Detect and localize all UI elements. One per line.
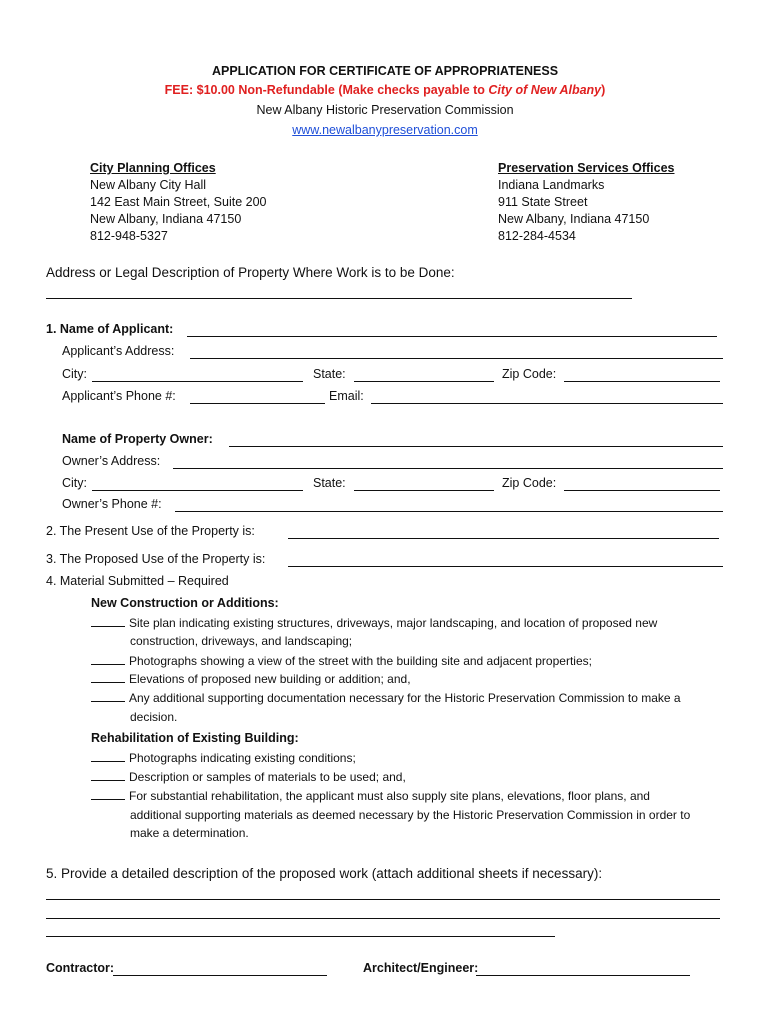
owner-zip-field[interactable] bbox=[564, 490, 720, 491]
applicant-city-label: City: bbox=[62, 367, 87, 381]
fee-notice bbox=[0, 83, 770, 97]
present-use-label: 2. The Present Use of the Property is: bbox=[46, 524, 255, 538]
checklist-item[interactable] bbox=[91, 654, 592, 668]
office-heading: Preservation Services Offices bbox=[498, 161, 675, 175]
proposed-use-label: 3. The Proposed Use of the Property is: bbox=[46, 552, 266, 566]
owner-zip-label: Zip Code: bbox=[502, 476, 557, 490]
owner-name-field[interactable] bbox=[229, 446, 723, 447]
new-construction-heading: New Construction or Additions: bbox=[91, 596, 279, 610]
architect-field[interactable] bbox=[476, 975, 690, 976]
checklist-item[interactable] bbox=[91, 691, 681, 705]
owner-state-label: State: bbox=[313, 476, 346, 490]
proposed-use-field[interactable] bbox=[288, 566, 723, 567]
owner-city-field[interactable] bbox=[92, 490, 303, 491]
applicant-address-label: Applicant’s Address: bbox=[62, 344, 175, 358]
checklist-item-text: Photographs showing a view of the street with the building site and adjacent properties; bbox=[129, 654, 592, 668]
owner-phone-field[interactable] bbox=[175, 511, 723, 512]
checklist-blank[interactable] bbox=[91, 798, 125, 800]
applicant-email-field[interactable] bbox=[371, 403, 723, 404]
description-line-3[interactable] bbox=[46, 936, 555, 937]
checklist-item-text: Photographs indicating existing conditions; bbox=[129, 751, 356, 765]
rehabilitation-heading: Rehabilitation of Existing Building: bbox=[91, 731, 299, 745]
office-line: 911 State Street bbox=[498, 195, 588, 209]
checklist-item[interactable] bbox=[91, 789, 650, 803]
website-link[interactable]: www.newalbanypreservation.com bbox=[292, 123, 478, 137]
owner-name-label: Name of Property Owner: bbox=[62, 432, 213, 446]
checklist-item-text: Elevations of proposed new building or addition; and, bbox=[129, 672, 411, 686]
material-submitted-label: 4. Material Submitted – Required bbox=[46, 574, 229, 588]
checklist-item-text: Description or samples of materials to be used; and, bbox=[129, 770, 406, 784]
checklist-blank[interactable] bbox=[91, 681, 125, 683]
checklist-blank[interactable] bbox=[91, 625, 125, 627]
checklist-item[interactable] bbox=[91, 770, 406, 784]
office-heading: City Planning Offices bbox=[90, 161, 216, 175]
checklist-item-text: Any additional supporting documentation necessary for the Historic Preservation Commission to make a bbox=[129, 691, 681, 705]
fee-suffix: ) bbox=[601, 83, 606, 97]
commission-name: New Albany Historic Preservation Commission bbox=[256, 103, 514, 117]
address-field[interactable] bbox=[46, 298, 632, 299]
checklist-item-continuation: make a determination. bbox=[130, 826, 249, 840]
office-line: 142 East Main Street, Suite 200 bbox=[90, 195, 267, 209]
office-line: 812-284-4534 bbox=[498, 229, 576, 243]
owner-phone-label: Owner’s Phone #: bbox=[62, 497, 162, 511]
owner-address-label: Owner’s Address: bbox=[62, 454, 161, 468]
checklist-blank[interactable] bbox=[91, 663, 125, 665]
preservation-services-offices bbox=[498, 160, 675, 245]
applicant-zip-label: Zip Code: bbox=[502, 367, 557, 381]
office-line: Indiana Landmarks bbox=[498, 178, 605, 192]
office-line: New Albany, Indiana 47150 bbox=[498, 212, 650, 226]
fee-prefix: FEE: $10.00 Non-Refundable (Make checks payable to bbox=[164, 83, 489, 97]
applicant-name-field[interactable] bbox=[187, 336, 717, 337]
applicant-email-label: Email: bbox=[329, 389, 364, 403]
checklist-item-continuation: additional supporting materials as deemed necessary by the Historic Preservation Commission in order to bbox=[130, 808, 691, 822]
checklist-blank[interactable] bbox=[91, 760, 125, 762]
checklist-item-continuation: decision. bbox=[130, 710, 178, 724]
city-planning-offices bbox=[90, 160, 267, 245]
checklist-item[interactable] bbox=[91, 751, 356, 765]
checklist-blank[interactable] bbox=[91, 700, 125, 702]
checklist-blank[interactable] bbox=[91, 779, 125, 781]
description-line-1[interactable] bbox=[46, 899, 720, 900]
applicant-address-field[interactable] bbox=[190, 358, 723, 359]
owner-state-field[interactable] bbox=[354, 490, 494, 491]
owner-address-field[interactable] bbox=[173, 468, 723, 469]
checklist-item[interactable] bbox=[91, 672, 411, 686]
checklist-item-text: For substantial rehabilitation, the applicant must also supply site plans, elevations, floor plans, and bbox=[129, 789, 650, 803]
fee-payee: City of New Albany bbox=[488, 83, 602, 97]
checklist-item[interactable] bbox=[91, 616, 657, 630]
description-line-2[interactable] bbox=[46, 918, 720, 919]
applicant-name-label: 1. Name of Applicant: bbox=[46, 322, 174, 336]
applicant-state-label: State: bbox=[313, 367, 346, 381]
description-label: 5. Provide a detailed description of the proposed work (attach additional sheets if necessary): bbox=[46, 866, 603, 881]
address-label: Address or Legal Description of Property Where Work is to be Done: bbox=[46, 265, 455, 280]
applicant-zip-field[interactable] bbox=[564, 381, 720, 382]
contractor-field[interactable] bbox=[113, 975, 327, 976]
applicant-phone-label: Applicant’s Phone #: bbox=[62, 389, 176, 403]
applicant-state-field[interactable] bbox=[354, 381, 494, 382]
applicant-phone-field[interactable] bbox=[190, 403, 325, 404]
present-use-field[interactable] bbox=[288, 538, 719, 539]
office-line: New Albany City Hall bbox=[90, 178, 207, 192]
office-line: 812-948-5327 bbox=[90, 229, 168, 243]
architect-label: Architect/Engineer: bbox=[363, 961, 479, 975]
office-line: New Albany, Indiana 47150 bbox=[90, 212, 242, 226]
checklist-item-continuation: construction, driveways, and landscaping; bbox=[130, 634, 353, 648]
checklist-item-text: Site plan indicating existing structures, driveways, major landscaping, and location of proposed new bbox=[129, 616, 658, 630]
applicant-city-field[interactable] bbox=[92, 381, 303, 382]
owner-city-label: City: bbox=[62, 476, 87, 490]
contractor-label: Contractor: bbox=[46, 961, 115, 975]
document-title: APPLICATION FOR CERTIFICATE OF APPROPRIATENESS bbox=[211, 64, 559, 78]
